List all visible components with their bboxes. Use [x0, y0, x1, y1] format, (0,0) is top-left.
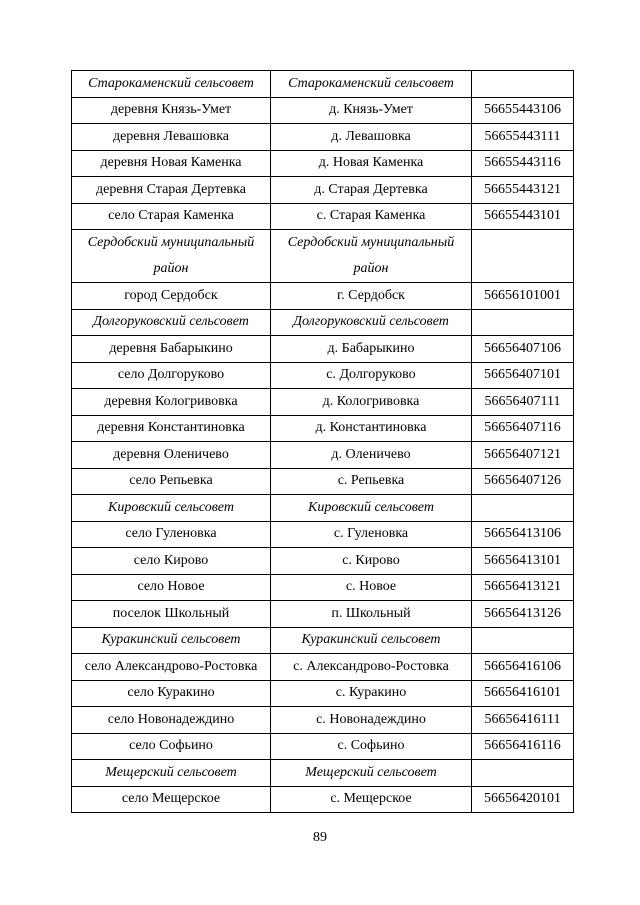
- full-name-cell: село Новонадеждино: [72, 707, 271, 734]
- short-name-cell: с. Софьино: [271, 733, 472, 760]
- oktmo-code-cell: 56656416101: [472, 680, 574, 707]
- full-name-cell: деревня Константиновка: [72, 415, 271, 442]
- short-name-cell: д. Князь-Умет: [271, 97, 472, 124]
- short-name-cell: д. Бабарыкино: [271, 336, 472, 363]
- table-row: [72, 124, 574, 151]
- short-name-cell: с. Старая Каменка: [271, 203, 472, 230]
- short-name-cell: Куракинский сельсовет: [271, 627, 472, 654]
- oktmo-code-cell: 56656101001: [472, 283, 574, 310]
- oktmo-code-cell: [472, 495, 574, 522]
- table-row: [72, 601, 574, 628]
- short-name-cell: п. Школьный: [271, 601, 472, 628]
- table-row: [72, 680, 574, 707]
- oktmo-code-cell: [472, 760, 574, 787]
- table-row: [72, 548, 574, 575]
- full-name-cell: село Куракино: [72, 680, 271, 707]
- full-name-cell: поселок Школьный: [72, 601, 271, 628]
- short-name-cell: с. Кирово: [271, 548, 472, 575]
- oktmo-code-cell: 56656413106: [472, 521, 574, 548]
- oktmo-code-cell: 56655443116: [472, 150, 574, 177]
- table-row: [72, 283, 574, 310]
- short-name-cell: Мещерский сельсовет: [271, 760, 472, 787]
- table-row: [72, 362, 574, 389]
- short-name-cell: д. Оленичево: [271, 442, 472, 469]
- full-name-cell: Кировский сельсовет: [72, 495, 271, 522]
- table-row: [72, 97, 574, 124]
- full-name-cell: село Новое: [72, 574, 271, 601]
- oktmo-code-cell: 56656407126: [472, 468, 574, 495]
- full-name-cell: деревня Кологривовка: [72, 389, 271, 416]
- table-row: [72, 336, 574, 363]
- short-name-cell: с. Мещерское: [271, 786, 472, 813]
- table-row: [72, 574, 574, 601]
- short-name-cell: с. Куракино: [271, 680, 472, 707]
- full-name-cell: Долгоруковский сельсовет: [72, 309, 271, 336]
- short-name-cell: с. Александрово-Ростовка: [271, 654, 472, 681]
- oktmo-code-cell: 56656413126: [472, 601, 574, 628]
- full-name-cell: деревня Левашовка: [72, 124, 271, 151]
- settlements-table: [71, 70, 574, 813]
- table-row: [72, 654, 574, 681]
- oktmo-code-cell: [472, 230, 574, 283]
- full-name-cell: город Сердобск: [72, 283, 271, 310]
- short-name-cell: с. Новонадеждино: [271, 707, 472, 734]
- full-name-cell: деревня Новая Каменка: [72, 150, 271, 177]
- table-row: [72, 203, 574, 230]
- oktmo-code-cell: 56656407106: [472, 336, 574, 363]
- table-group-header-row: [72, 309, 574, 336]
- short-name-cell: д. Кологривовка: [271, 389, 472, 416]
- table-body: [72, 71, 574, 813]
- short-name-cell: с. Новое: [271, 574, 472, 601]
- table-group-header-row: [72, 495, 574, 522]
- short-name-cell: д. Константиновка: [271, 415, 472, 442]
- table-row: [72, 521, 574, 548]
- full-name-cell: деревня Бабарыкино: [72, 336, 271, 363]
- full-name-cell: Сердобский муниципальный район: [72, 230, 271, 283]
- oktmo-code-cell: 56656420101: [472, 786, 574, 813]
- table-group-header-row: [72, 230, 574, 283]
- full-name-cell: село Мещерское: [72, 786, 271, 813]
- short-name-cell: с. Долгоруково: [271, 362, 472, 389]
- short-name-cell: Старокаменский сельсовет: [271, 71, 472, 98]
- table-row: [72, 389, 574, 416]
- table-row: [72, 442, 574, 469]
- oktmo-code-cell: 56655443121: [472, 177, 574, 204]
- oktmo-code-cell: 56656413121: [472, 574, 574, 601]
- oktmo-code-cell: 56656416106: [472, 654, 574, 681]
- oktmo-code-cell: 56655443101: [472, 203, 574, 230]
- full-name-cell: село Софьино: [72, 733, 271, 760]
- oktmo-code-cell: 56655443111: [472, 124, 574, 151]
- table-row: [72, 733, 574, 760]
- full-name-cell: село Александрово-Ростовка: [72, 654, 271, 681]
- full-name-cell: село Гуленовка: [72, 521, 271, 548]
- full-name-cell: Мещерский сельсовет: [72, 760, 271, 787]
- table-row: [72, 786, 574, 813]
- full-name-cell: деревня Оленичево: [72, 442, 271, 469]
- short-name-cell: Кировский сельсовет: [271, 495, 472, 522]
- oktmo-code-cell: 56656407121: [472, 442, 574, 469]
- oktmo-code-cell: 56656413101: [472, 548, 574, 575]
- oktmo-code-cell: 56656407111: [472, 389, 574, 416]
- oktmo-code-cell: 56656416111: [472, 707, 574, 734]
- oktmo-code-cell: 56656416116: [472, 733, 574, 760]
- full-name-cell: село Репьевка: [72, 468, 271, 495]
- table-row: [72, 150, 574, 177]
- short-name-cell: д. Новая Каменка: [271, 150, 472, 177]
- short-name-cell: д. Старая Дертевка: [271, 177, 472, 204]
- short-name-cell: Долгоруковский сельсовет: [271, 309, 472, 336]
- full-name-cell: деревня Старая Дертевка: [72, 177, 271, 204]
- oktmo-code-cell: [472, 627, 574, 654]
- page-number: 89: [313, 830, 327, 845]
- table-group-header-row: [72, 627, 574, 654]
- full-name-cell: деревня Князь-Умет: [72, 97, 271, 124]
- table-row: [72, 468, 574, 495]
- full-name-cell: Куракинский сельсовет: [72, 627, 271, 654]
- full-name-cell: село Долгоруково: [72, 362, 271, 389]
- table-row: [72, 415, 574, 442]
- full-name-cell: село Кирово: [72, 548, 271, 575]
- short-name-cell: Сердобский муниципальный район: [271, 230, 472, 283]
- oktmo-code-cell: 56656407116: [472, 415, 574, 442]
- full-name-cell: село Старая Каменка: [72, 203, 271, 230]
- table-group-header-row: [72, 71, 574, 98]
- full-name-cell: Старокаменский сельсовет: [72, 71, 271, 98]
- oktmo-code-cell: [472, 71, 574, 98]
- oktmo-code-cell: 56655443106: [472, 97, 574, 124]
- short-name-cell: г. Сердобск: [271, 283, 472, 310]
- oktmo-code-cell: [472, 309, 574, 336]
- table-group-header-row: [72, 760, 574, 787]
- short-name-cell: с. Гуленовка: [271, 521, 472, 548]
- short-name-cell: с. Репьевка: [271, 468, 472, 495]
- short-name-cell: д. Левашовка: [271, 124, 472, 151]
- oktmo-code-cell: 56656407101: [472, 362, 574, 389]
- table-row: [72, 177, 574, 204]
- table-row: [72, 707, 574, 734]
